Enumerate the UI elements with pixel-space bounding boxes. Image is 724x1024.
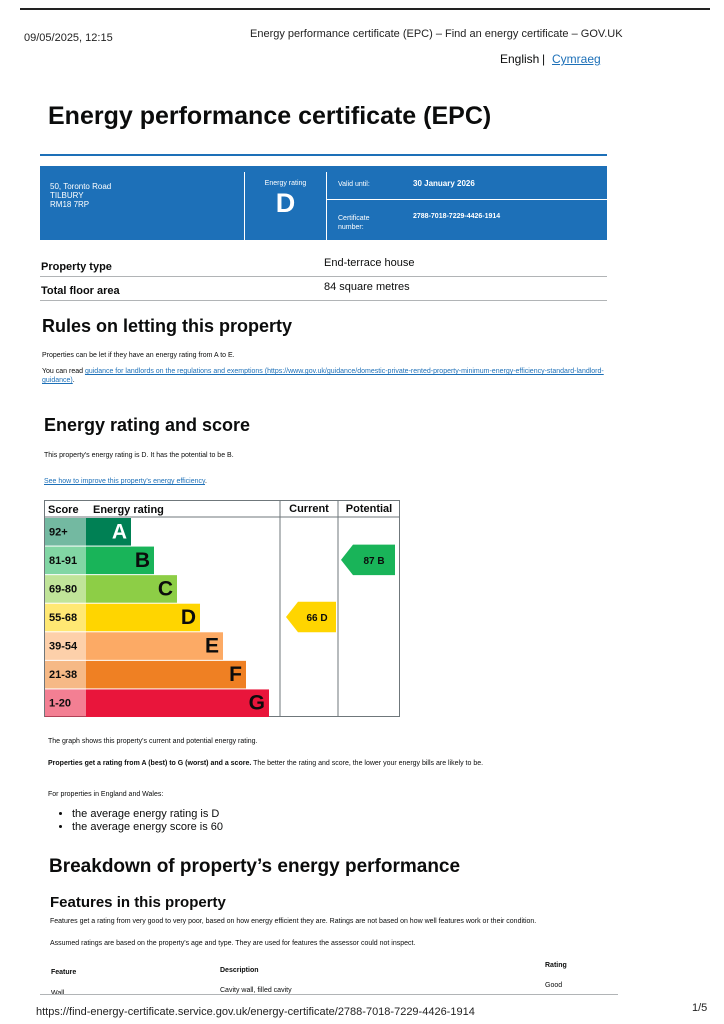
- certificate-label-line: number:: [338, 224, 364, 231]
- features-text: Features get a rating from very good to very poor, based on how energy efficient they are. Ratings are not based on how well features work or their condition.: [50, 918, 537, 925]
- improve-text: [44, 478, 207, 485]
- print-timestamp: 09/05/2025, 12:15: [24, 32, 113, 44]
- certificate-number-label: [338, 214, 370, 232]
- band-score-label: 55-68: [49, 612, 78, 624]
- band-letter-g: G: [248, 691, 265, 715]
- potential-rating-label: 87 B: [363, 555, 385, 567]
- band-score-label: 92+: [49, 526, 68, 539]
- rating-explanation: [48, 760, 483, 767]
- rating-explanation-bold: Properties get a rating from A (best) to G (worst) and a score.: [48, 760, 252, 767]
- header-energy-rating: Energy rating: [93, 504, 164, 516]
- certificate-number-value: 2788-7018-7229-4426-1914: [413, 213, 501, 220]
- current-rating-label: 66 D: [306, 613, 328, 624]
- band-letter-f: F: [229, 663, 242, 687]
- rules-guidance-prefix: You can read: [42, 368, 85, 375]
- title-rule: [40, 154, 607, 156]
- band-bar-f: [86, 661, 246, 689]
- rules-guidance: [42, 367, 608, 385]
- divider: [327, 199, 607, 200]
- list-item: • the average energy score is 60: [72, 821, 223, 834]
- band-score-label: 81-91: [49, 554, 78, 567]
- table-divider: [40, 994, 618, 995]
- table-header-rating: Rating: [545, 962, 567, 969]
- print-page-title: Energy performance certificate (EPC) – Find an energy certificate – GOV.UK: [250, 28, 623, 40]
- energy-rating-chart: [44, 500, 400, 717]
- band-letter-e: E: [204, 634, 219, 658]
- rules-guidance-suffix: .: [72, 377, 75, 384]
- valid-until-value: 30 January 2026: [413, 179, 475, 188]
- row-divider: [40, 276, 607, 277]
- valid-until-label: Valid until:: [338, 181, 370, 188]
- improve-efficiency-link[interactable]: See how to improve this property's energy efficiency: [44, 478, 205, 485]
- floor-area-label: Total floor area: [41, 285, 120, 297]
- graph-caption: The graph shows this property's current and potential energy rating.: [48, 738, 258, 745]
- address-line: RM18 7RP: [50, 200, 90, 209]
- table-header-feature: Feature: [51, 969, 77, 976]
- band-score-label: 39-54: [49, 640, 78, 653]
- band-score-label: 1-20: [49, 697, 72, 710]
- header-potential: Potential: [345, 503, 393, 515]
- address-line: TILBURY: [50, 191, 84, 200]
- band-score-label: 21-38: [49, 669, 78, 682]
- property-type-label: Property type: [41, 261, 112, 273]
- features-heading: Features in this property: [50, 894, 226, 911]
- divider: [326, 172, 327, 240]
- header-score: Score: [48, 504, 79, 516]
- band-bar-g: [86, 689, 269, 717]
- header-current: Current: [289, 503, 329, 515]
- certificate-label-line: Certificate: [338, 215, 370, 222]
- language-separator: |: [542, 52, 546, 66]
- energy-rating-label: Energy rating: [264, 180, 307, 187]
- energy-intro: This property's energy rating is D. It has the potential to be B.: [44, 452, 234, 459]
- footer-url: https://find-energy-certificate.service.gov.uk/energy-certificate/2788-7018-7229-4426-1914: [36, 1006, 475, 1018]
- print-top-rule: [20, 8, 710, 10]
- landlord-guidance-link[interactable]: guidance for landlords on the regulations and exemptions (https://www.gov.uk/guidance/domestic-private-rented-property-minimum-energy-efficiency-standard-landlord-guidance): [42, 368, 604, 384]
- property-address: [50, 182, 111, 209]
- page-title: Energy performance certificate (EPC): [48, 102, 492, 130]
- page-number: 1/5: [692, 1002, 708, 1014]
- energy-rating-value: D: [275, 188, 296, 218]
- table-cell-rating: Good: [545, 982, 563, 989]
- rules-heading: Rules on letting this property: [42, 316, 293, 336]
- rating-explanation-rest: The better the rating and score, the lower your energy bills are likely to be.: [251, 760, 484, 767]
- language-english: English: [500, 52, 540, 66]
- row-divider: [40, 300, 607, 301]
- band-bar-e: [86, 632, 223, 660]
- region-note: For properties in England and Wales:: [48, 791, 164, 798]
- table-header-description: Description: [220, 967, 259, 974]
- energy-heading: Energy rating and score: [44, 415, 251, 435]
- breakdown-heading: Breakdown of property’s energy performance: [49, 856, 461, 877]
- list-item: • the average energy rating is D: [72, 808, 223, 821]
- epc-summary-box: [40, 166, 607, 240]
- improve-suffix: .: [205, 478, 207, 485]
- average-list: [56, 808, 223, 834]
- property-type-value: End-terrace house: [324, 257, 415, 269]
- band-letter-d: D: [180, 606, 196, 629]
- table-cell-description: Cavity wall, filled cavity: [220, 987, 292, 994]
- language-welsh-link[interactable]: Cymraeg: [552, 52, 601, 66]
- features-assumed-text: Assumed ratings are based on the property's age and type. They are used for features the assessor could not inspect.: [50, 940, 416, 947]
- band-letter-a: A: [111, 520, 127, 544]
- band-letter-c: C: [157, 577, 173, 601]
- band-score-label: 69-80: [49, 583, 78, 596]
- address-line: 50, Toronto Road: [50, 182, 112, 191]
- band-letter-b: B: [134, 548, 150, 572]
- floor-area-value: 84 square metres: [324, 281, 410, 293]
- rules-text: Properties can be let if they have an energy rating from A to E.: [42, 352, 235, 359]
